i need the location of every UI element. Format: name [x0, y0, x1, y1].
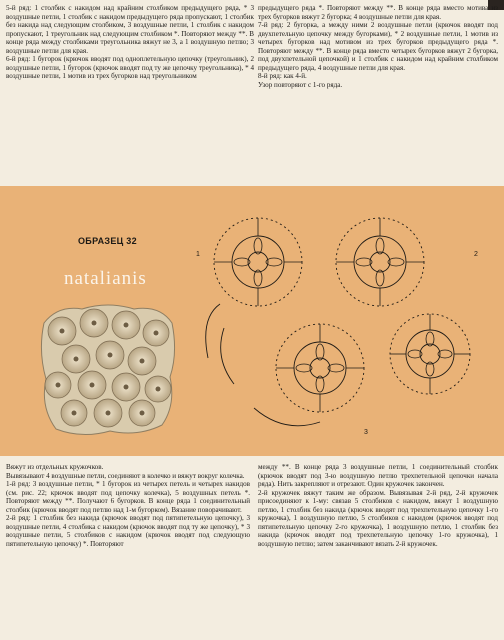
text-column-top-right: [258, 4, 498, 89]
text-column-top-left: [6, 4, 254, 81]
paragraph: между **. В конце ряда 3 воздушные петли, 1 соединительный столбик (крючок вводят под 3-ю воздушную петлю трехпетельной цепочки начала ряда). Нить закрепляют и отрезают. Один кружочек закончен.: [258, 463, 498, 489]
paragraph: 7-й ряд: 2 бугорка, а между ними 2 воздушные петли (крючок вводят под двухпетельную цепочку между бугорками), * 2 воздушные петли, 1 мотив из четырех бугорков над мотивом из трех бугорков предыдущего ряда *. Повторяют между **. В конце ряда вместо четырех бугорков вяжут 2 бугорка, под двухпетельной цепочкой) и 1 столбик с накидом над крайним столбиком предыдущего ряда, 4 воздушные петли для края.: [258, 21, 498, 72]
sample-title: ОБРАЗЕЦ 32: [78, 236, 137, 246]
paragraph: Узор повторяют с 1-го ряда.: [258, 80, 343, 89]
paragraph: 2-й ряд: 1 столбик без накида (крючок вводят под пятипетельную цепочку), 3 воздушные петли, 4 столбика с накидом (крючок вводят под ту же цепочку), * 3 воздушные петли, 5 столбиков с накидом (крючок вводят под следующую пятипетельную цепочку) *. Повторяют: [6, 514, 250, 548]
watermark: natalianis: [64, 268, 147, 289]
diagram-label: 3: [364, 429, 368, 436]
paragraph: 8-й ряд: как 4-й.: [258, 72, 307, 81]
lace-sample-photo: [38, 301, 178, 439]
text-column-bottom-left: [6, 463, 250, 548]
diagram-label: 2: [474, 251, 478, 258]
diagram-label: 1: [196, 251, 200, 258]
paragraph: Вывязывают 4 воздушные петли, соединяют в колечко и вяжут вокруг колечка.: [6, 471, 245, 480]
crochet-diagram: [194, 208, 486, 444]
paragraph: 5-й ряд: 1 столбик с накидом над крайним столбиком предыдущего ряда, * 3 воздушные петли, 1 столбик с накидом предыдущего ряда пропускают, 1 столбик без накида над следующим столбиком, 3 воздушные петли, 1 столбик с накидом пропускают, 1 треугольник над следующим столбиком *. Повторяют между **. В конце ряда между столбиками треугольника вяжут не 3, а 1 воздушную петлю; 3 воздушные петли для края.: [6, 4, 254, 55]
paragraph: предыдущего ряда *. Повторяют между **. В конце ряда вместо мотива из трех бугорков вяжут 2 бугорка; 4 воздушные петли для края.: [258, 4, 498, 21]
paragraph: 6-й ряд: 1 бугорок (крючок вводят под одноплетельную цепочку (треугольник), 2 воздушные петли, 1 бугорок (крючок вводят под ту же цепочку треугольника), * 4 воздушные петли, 1 мотив из трех бугорков над треугольником: [6, 55, 254, 81]
paragraph: 2-й кружочек вяжут таким же образом. Вывязывая 2-й ряд, 2-й кружочек присоединяют к 1-му: связав 5 столбиков с накидом, вяжут 1 воздушную петлю, 1 столбик без накида (крючок вводят под трехпетельную цепочку 1-го кружочка), 1 воздушную петлю, 5 столбиков с накидом (крючок вводят под пятипетельную цепочку 2-го кружочка), 1 воздушную петлю, 1 столбик без накида (крючок вводят под трехпетельную цепочку 1-го кружочка), 1 воздушную петлю; затем заканчивают вязать 2-й кружочек.: [258, 488, 498, 548]
paragraph: 1-й ряд: 3 воздушные петли, * 1 бугорок из четырех петель и четырех накидов (см. рис. 22; крючок вводят под цепочку колечка), 5 воздушных петель *. Повторяют между **. Получают 6 бугорков. В конце ряда 1 соединительный столбик (крючок вводят под петлю над 1-м бугорком). Вязание поворачивают.: [6, 480, 250, 514]
paragraph: Вяжут из отдельных кружочков.: [6, 463, 104, 471]
text-column-bottom-right: [258, 463, 498, 548]
